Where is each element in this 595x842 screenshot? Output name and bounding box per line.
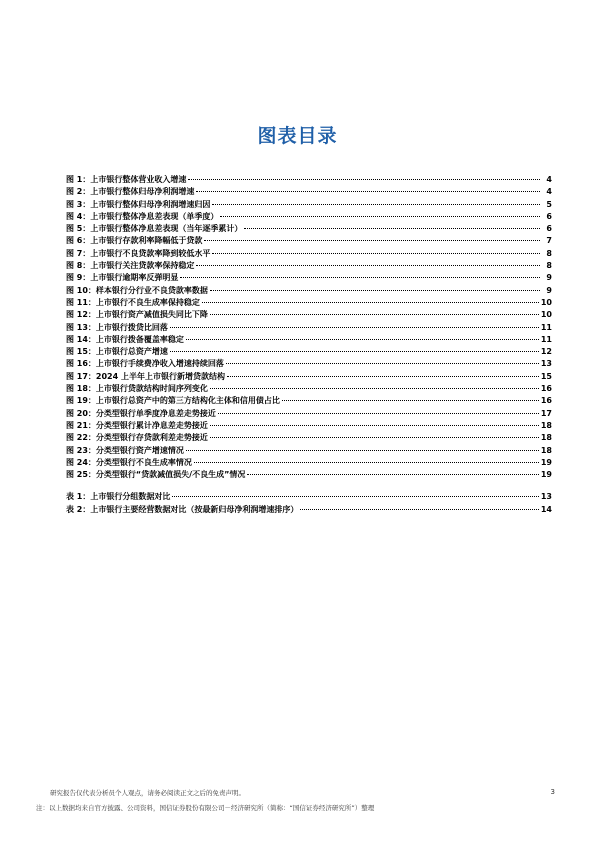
disclaimer-text: 研究报告仅代表分析员个人观点，请务必阅读正文之后的免责声明。 [50, 789, 245, 797]
entry-title: 上市银行不良贷款率降到较低水平 [90, 248, 211, 258]
entry-page: 19 [540, 457, 552, 467]
table-list [66, 490, 552, 515]
entry-page: 4 [546, 175, 552, 184]
dot-leader [202, 294, 539, 303]
entry-label: 图 5： [66, 224, 91, 234]
entry-label: 图 8： [66, 261, 91, 271]
entry-label: 图 20： [66, 408, 96, 418]
entry-label: 图 4： [66, 211, 91, 221]
dot-leader [300, 501, 539, 510]
entry-title: 上市银行整体归母净利润增速归因 [90, 199, 211, 209]
entry-page: 8 [546, 248, 552, 258]
entry-page: 4 [546, 187, 552, 197]
entry-label: 图 25： [66, 470, 96, 480]
dot-leader [210, 429, 539, 438]
figure-list [66, 173, 552, 480]
entry-page: 9 [546, 285, 552, 295]
entry-label: 图 11： [66, 297, 96, 307]
entry-label: 图 22： [66, 433, 96, 443]
entry-label: 图 6： [66, 236, 91, 246]
entry-title: 分类型银行存贷款利差走势接近 [95, 433, 208, 443]
dot-leader [282, 392, 539, 401]
entry-page: 18 [540, 433, 552, 443]
dot-leader [186, 442, 539, 451]
entry-page: 6 [546, 211, 552, 221]
toc-entry[interactable] [66, 468, 552, 480]
dot-leader [210, 380, 539, 389]
page-title: 图表目录 [257, 125, 338, 147]
entry-page: 13 [540, 359, 552, 369]
entry-label: 图 17： [66, 371, 96, 381]
entry-title: 上市银行整体归母净利润增速 [90, 187, 195, 197]
entry-title: 分类型银行资产增速情况 [95, 445, 184, 455]
entry-label: 图 7： [66, 248, 91, 258]
entry-label: 表 1： [66, 492, 91, 502]
entry-page: 11 [540, 322, 552, 332]
dot-leader [247, 466, 539, 475]
dot-leader [188, 171, 540, 180]
entry-title: 分类型银行单季度净息差走势接近 [95, 408, 216, 418]
entry-page: 11 [540, 334, 552, 344]
dot-leader [194, 454, 539, 463]
entry-label: 图 16： [66, 359, 96, 369]
dot-leader [204, 232, 540, 241]
dot-leader [220, 208, 540, 217]
dot-leader [210, 417, 539, 426]
dot-leader [180, 269, 540, 278]
entry-label: 图 1： [66, 175, 91, 184]
entry-title: 分类型银行不良生成率情况 [95, 457, 192, 467]
dot-leader [186, 331, 539, 340]
entry-page: 16 [540, 384, 552, 394]
dot-leader [172, 488, 539, 497]
entry-page: 10 [540, 310, 552, 320]
dot-leader [227, 368, 539, 377]
entry-label: 图 14： [66, 334, 96, 344]
entry-label: 图 12： [66, 310, 96, 320]
dot-leader [170, 343, 539, 352]
entry-title: 分类型银行“贷款减值损失/不良生成”情况 [95, 470, 246, 480]
entry-page: 18 [540, 445, 552, 455]
dot-leader [244, 220, 540, 229]
entry-title: 上市银行贷款结构时间序列变化 [95, 384, 208, 394]
entry-title: 上市银行总资产中的第三方结构化主体和信用债占比 [95, 396, 280, 406]
entry-page: 14 [540, 504, 552, 514]
entry-label: 图 10： [66, 285, 96, 295]
entry-label: 图 15： [66, 347, 96, 357]
entry-title: 上市银行整体净息差表现（单季度） [90, 211, 219, 221]
entry-title: 上市银行资产减值损失同比下降 [95, 310, 208, 320]
entry-label: 图 21： [66, 420, 96, 430]
entry-page: 7 [546, 236, 552, 246]
entry-label: 图 18： [66, 384, 96, 394]
entry-title: 上市银行总资产增速 [95, 347, 168, 357]
entry-label: 表 2： [66, 504, 91, 514]
entry-page: 18 [540, 420, 552, 430]
entry-page: 8 [546, 261, 552, 271]
dot-leader [218, 405, 539, 414]
entry-label: 图 19： [66, 396, 96, 406]
entry-page: 13 [540, 492, 552, 502]
entry-page: 5 [546, 199, 552, 209]
entry-label: 图 13： [66, 322, 96, 332]
entry-page: 12 [540, 347, 552, 357]
page-number: 3 [550, 788, 555, 796]
entry-page: 16 [540, 396, 552, 406]
entry-page: 10 [540, 297, 552, 307]
entry-label: 图 23： [66, 445, 96, 455]
entry-page: 17 [540, 408, 552, 418]
source-note: 注：以上数据均来自官方披露、公司资料，国信证券股份有限公司－经济研究所（简称：“国信证券经济研究所”）整理 [36, 804, 375, 812]
entry-title: 上市银行关注贷款率保持稳定 [90, 261, 195, 271]
entry-label: 图 3： [66, 199, 91, 209]
dot-leader [210, 282, 540, 291]
toc-list [66, 173, 552, 515]
entry-title: 上市银行整体营业收入增速 [90, 175, 187, 184]
dot-leader [212, 245, 540, 254]
entry-label: 图 24： [66, 457, 96, 467]
dot-leader [210, 306, 539, 315]
entry-title: 上市银行拨贷比回落 [95, 322, 168, 332]
entry-page: 19 [540, 470, 552, 480]
entry-title: 2024 上半年上市银行新增贷款结构 [95, 371, 225, 381]
dot-leader [196, 257, 540, 266]
entry-title: 上市银行手续费净收入增速持续回落 [95, 359, 224, 369]
dot-leader [212, 196, 540, 205]
entry-page: 9 [546, 273, 552, 283]
entry-label: 图 2： [66, 187, 91, 197]
entry-title: 上市银行主要经营数据对比（按最新归母净利润增速排序） [90, 504, 299, 514]
dot-leader [170, 319, 539, 328]
entry-page: 6 [546, 224, 552, 234]
entry-label: 图 9： [66, 273, 91, 283]
entry-page: 15 [540, 371, 552, 381]
entry-title: 上市银行存款利率降幅低于贷款 [90, 236, 203, 246]
entry-title: 上市银行不良生成率保持稳定 [95, 297, 200, 307]
entry-title: 上市银行分组数据对比 [90, 492, 171, 502]
entry-title: 分类型银行累计净息差走势接近 [95, 420, 208, 430]
entry-title: 上市银行拨备覆盖率稳定 [95, 334, 184, 344]
dot-leader [226, 355, 539, 364]
entry-title: 上市银行整体净息差表现（当年逐季累计） [90, 224, 243, 234]
dot-leader [196, 183, 540, 192]
entry-title: 样本银行分行业不良贷款率数据 [95, 285, 208, 295]
toc-entry[interactable] [66, 503, 552, 515]
entry-title: 上市银行逾期率反弹明显 [90, 273, 179, 283]
